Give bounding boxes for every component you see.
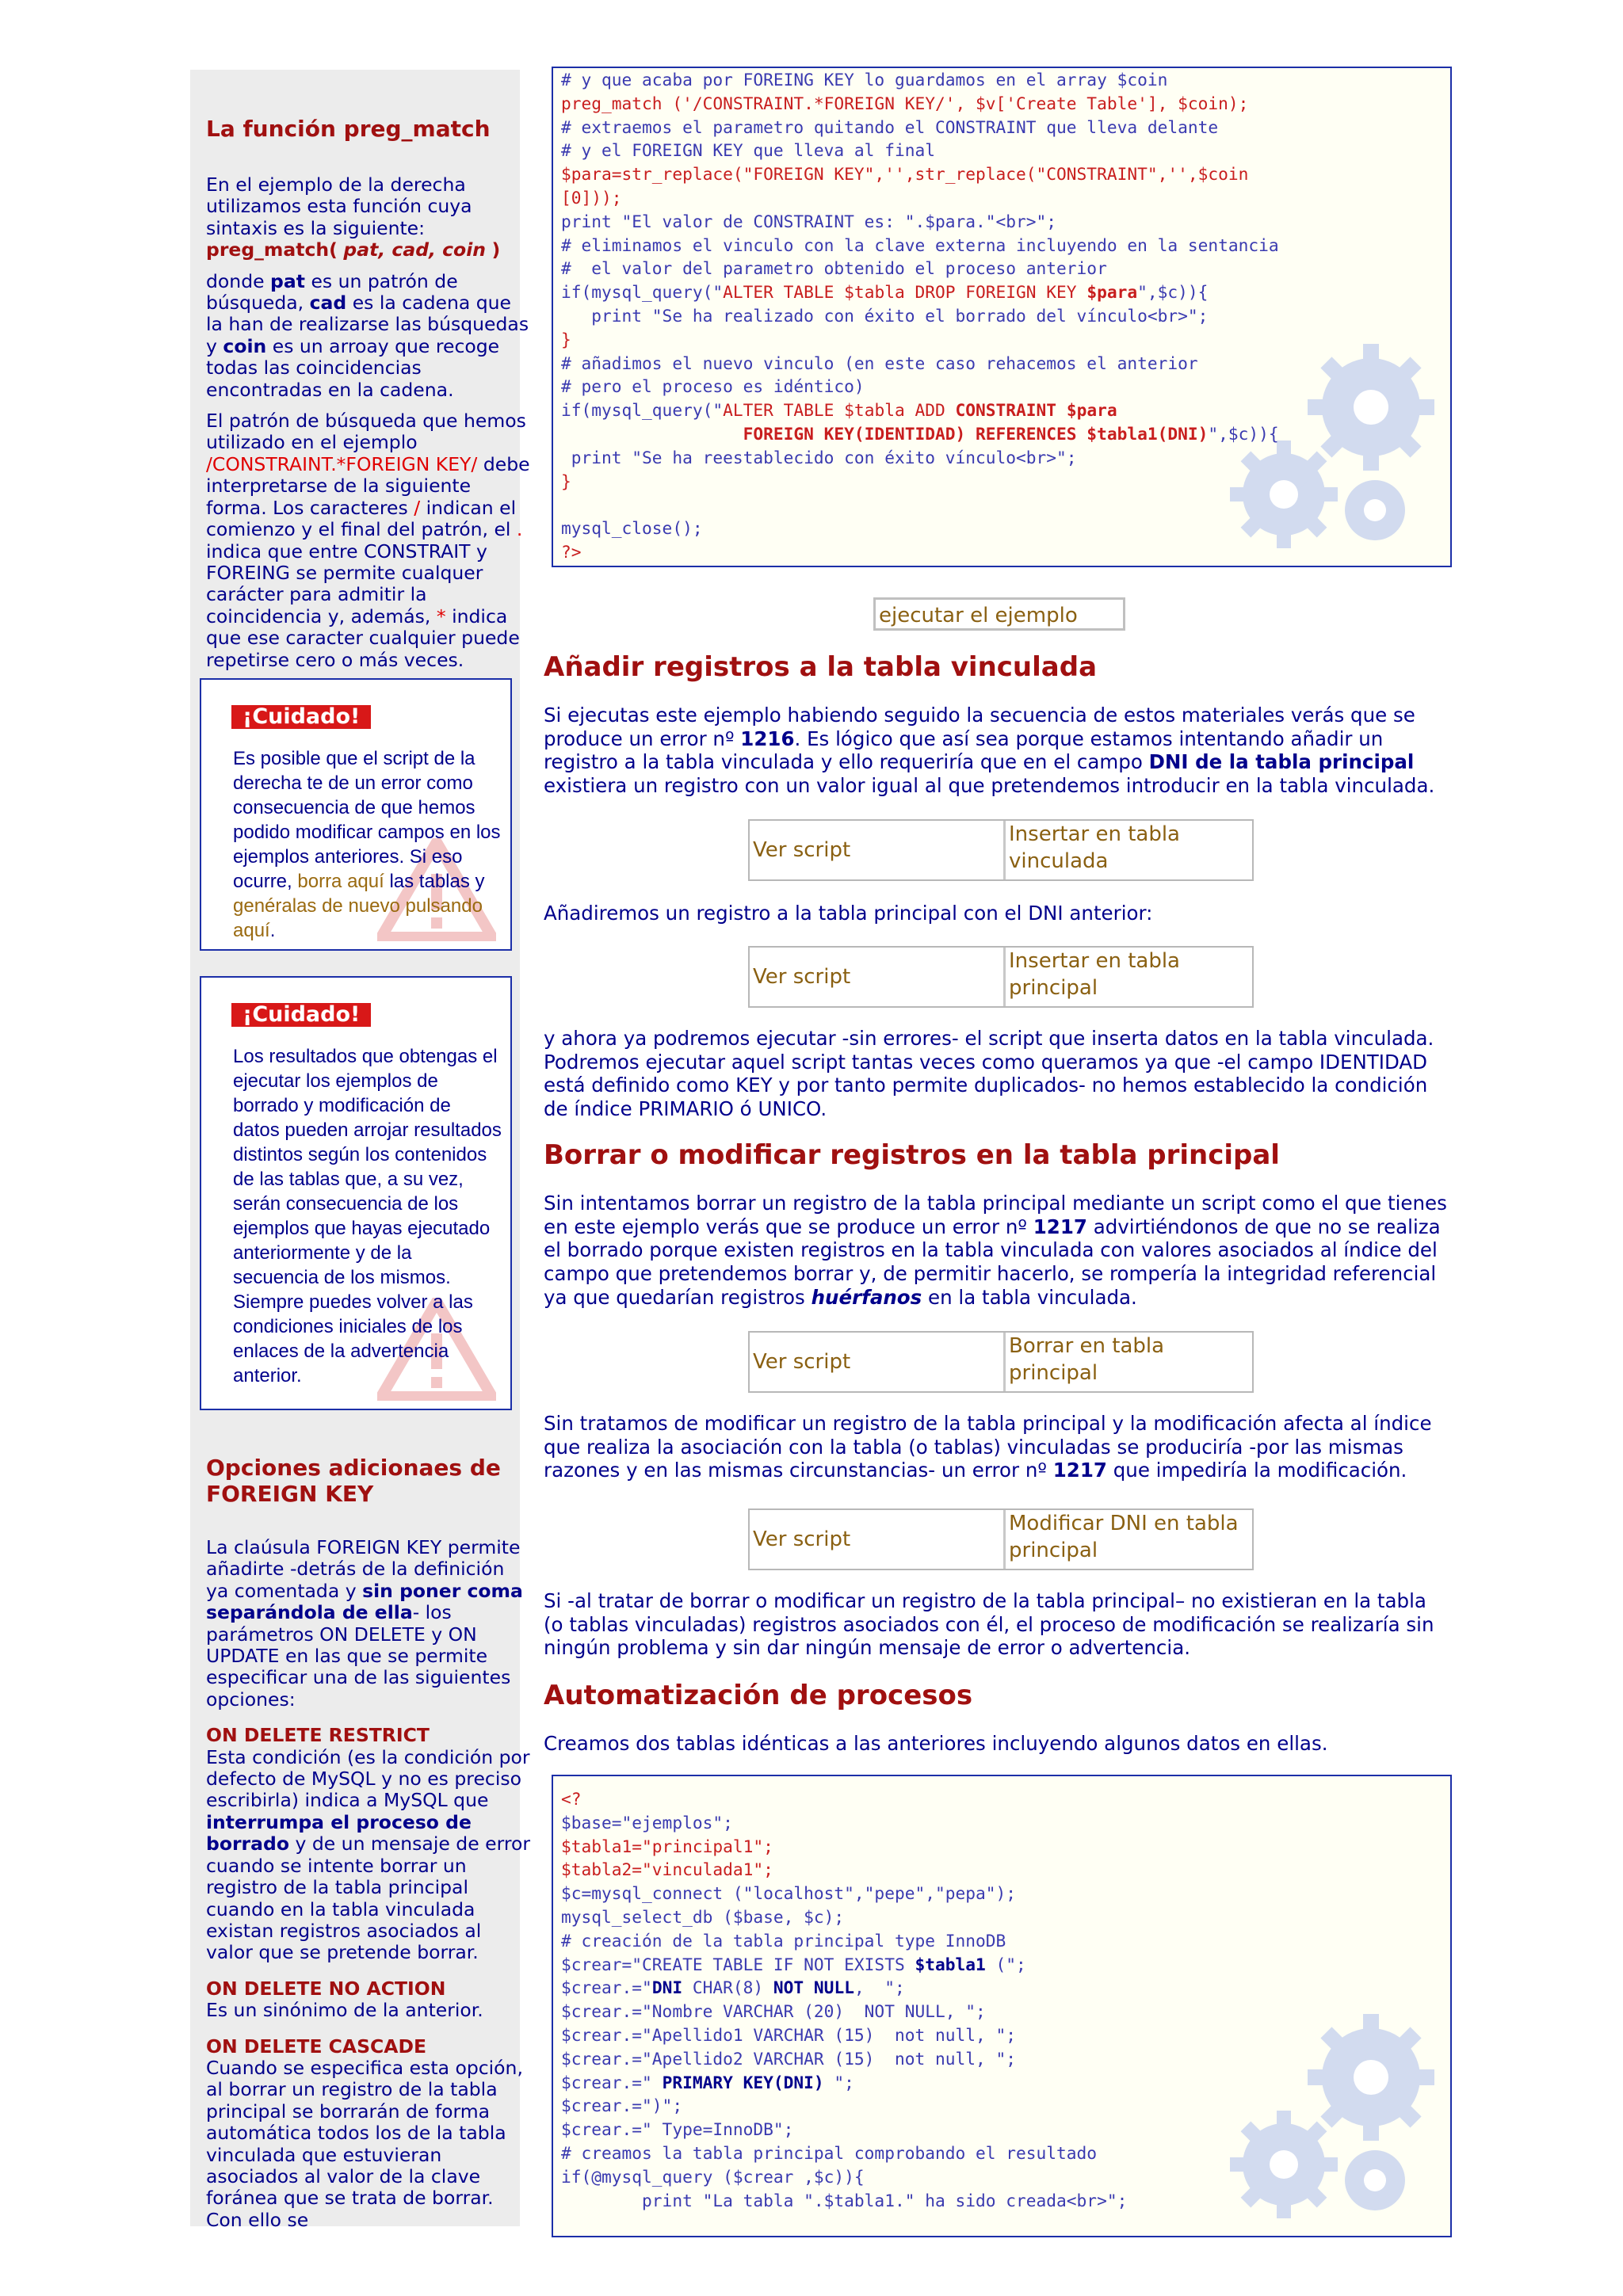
code-block-1 (552, 67, 1452, 567)
section-paragraph: Sin tratamos de modificar un registro de la tabla principal y la modificación afecta al índice que realiza la asociación con la tabla (o tablas) vinculadas se produciría -por las mismas razones y en las mismas circunstancias- un error nº 1217 que impediría la modificación. (544, 1412, 1432, 1482)
regenerate-tables-link[interactable]: genéralas de nuevo pulsando aquí (233, 895, 483, 941)
insert-linked-table-button[interactable]: Insertar en tabla vinculada (1009, 822, 1180, 873)
script-action-row (748, 946, 1254, 1008)
warning-box-1 (200, 678, 512, 951)
preg-match-heading: La función preg_match (206, 116, 491, 142)
warning-text: Es posible que el script de la derecha te de un error como consecuencia de que hemos podido modificar campos en los ejemplos anteriores. Si eso ocurre, borra aquí las tablas y genéralas de nuevo pulsando aquí. (233, 748, 501, 941)
section-paragraph: Creamos dos tablas idénticas a las anteriores incluyendo algunos datos en ellas. (544, 1732, 1328, 1755)
script-action-row (748, 1508, 1254, 1570)
section-paragraph: y ahora ya podremos ejecutar -sin errores- el script que inserta datos en la tabla vinculada. Podremos ejecutar aquel script tantas veces como queramos ya que -el campo IDENTIDAD está definido como KEY y por tanto permite duplicados- no hemos establecido la condición de índice PRIMARIO ó UNICO. (544, 1027, 1434, 1121)
delete-main-table-button[interactable]: Borrar en tabla principal (1009, 1334, 1165, 1385)
foreign-key-options-heading: Opciones adicionaes de FOREIGN KEY (206, 1455, 501, 1507)
script-action-row (748, 819, 1254, 881)
delete-tables-link[interactable]: borra aquí (297, 871, 384, 892)
warning-title: ¡Cuidado! (231, 1003, 371, 1027)
warning-text: Los resultados que obtengas el ejecutar los ejemplos de borrado y modificación de datos pueden arrojar resultados distintos según los contenidos de las tablas que, a su vez, serán consecuencia de los ejemplos que hayas ejecutado anteriormente y de la secuencia de los mismos. Siempre puedes volver a las condiciones iniciales de los enlaces de la advertencia anterior. (233, 1046, 502, 1386)
warning-title: ¡Cuidado! (231, 705, 371, 729)
view-script-button[interactable]: Ver script (750, 1333, 1006, 1391)
section-title-automation: Automatización de procesos (544, 1680, 973, 1711)
php-code: # y que acaba por FOREING KEY lo guardamos en el array $coin preg_match ('/CONSTRAINT.*FOREIGN KEY/', $v['Create Table'], $coin); # extraemos el parametro quitando el CONSTRAINT que lleva delante # y el FOREIGN KEY que lleva al final $para=str_replace("FOREIGN KEY",'',str_replace("CONSTRAINT",'',$coin [0])); print "El valor de CONSTRAINT es: ".$para."<br>"; # eliminamos el vinculo con la clave externa incluyendo en la sentancia # el valor del parametro obtenido el proceso anterior if(mysql_query("ALTER TABLE $tabla DROP FOREIGN KEY $para",$c)){ print "Se ha realizado con éxito el borrado del vínculo<br>"; } # añadimos el nuevo vinculo (en este caso rehacemos el anterior # pero el proceso es idéntico) if(mysql_query("ALTER TABLE $tabla ADD CONSTRAINT $para FOREIGN KEY(IDENTIDAD) REFERENCES $tabla1(DNI)",$c)){ print "Se ha reestablecido con éxito vínculo<br>"; } mysql_close(); ?> (561, 70, 1279, 562)
section-paragraph: Añadiremos un registro a la tabla principal con el DNI anterior: (544, 902, 1153, 925)
code-block-2 (552, 1775, 1452, 2237)
view-script-button[interactable]: Ver script (750, 1510, 1006, 1569)
section-paragraph: Si ejecutas este ejemplo habiendo seguido la secuencia de estos materiales verás que se produce un error nº 1216. Es lógico que así sea porque estamos intentando añadir un registro a la tabla vinculada y ello requeriría que en el campo DNI de la tabla principal existiera un registro con un valor igual al que pretendemos introducir en la tabla vinculada. (544, 704, 1435, 798)
view-script-button[interactable]: Ver script (750, 821, 1006, 879)
section-title-add-records: Añadir registros a la tabla vinculada (544, 651, 1098, 683)
warning-box-2 (200, 976, 512, 1410)
insert-main-table-button[interactable]: Insertar en tabla principal (1009, 949, 1180, 1000)
preg-match-explanation: En el ejemplo de la derecha utilizamos esta función cuya sintaxis es la siguiente: preg_match( pat, cad, coin ) donde pat es un patrón de búsqueda, cad es la cadena que la han de realizarse las búsquedas y coin es un arroay que recoge todas las coincidencias encontradas en la cadena. El patrón de búsqueda que hemos utilizado en el ejemplo /CONSTRAINT.*FOREIGN KEY/ debe interpretarse de la siguiente forma. Los caracteres / indican el comienzo y el final del patrón, el . indica que entre CONSTRAIT y FOREING se permite cualquer carácter para admitir la coincidencia y, además, * indica que ese caracter cualquier puede repetirse cero o más veces. (206, 174, 530, 671)
run-example-button[interactable]: ejecutar el ejemplo (873, 597, 1125, 631)
section-paragraph: Sin intentamos borrar un registro de la tabla principal mediante un script como el que tienes en este ejemplo verás que se produce un error nº 1217 advirtiéndonos de que no se realiza el borrado porque existen registros en la tabla vinculada con valores asociados al índice del campo que pretendemos borrar y, de permitir hacerlo, se rompería la integridad referencial ya que quedarían registros huérfanos en la tabla vinculada. (544, 1192, 1447, 1309)
view-script-button[interactable]: Ver script (750, 948, 1006, 1006)
script-action-row (748, 1331, 1254, 1393)
modify-dni-button[interactable]: Modificar DNI en tabla principal (1009, 1512, 1239, 1562)
php-code: <? $base="ejemplos"; $tabla1="principal1"; $tabla2="vinculada1"; $c=mysql_connect ("localhost","pepe","pepa"); mysql_select_db ($base, $c); # creación de la tabla principal type InnoDB $crear="CREATE TABLE IF NOT EXISTS $tabla1 ("; $crear.="DNI CHAR(8) NOT NULL, "; $crear.="Nombre VARCHAR (20) NOT NULL, "; $crear.="Apellido1 VARCHAR (15) not null, "; $crear.="Apellido2 VARCHAR (15) not null, "; $crear.=" PRIMARY KEY(DNI) "; $crear.=")"; $crear.=" Type=InnoDB"; # creamos la tabla principal comprobando el resultado if(@mysql_query ($crear ,$c)){ print "La tabla ".$tabla1." ha sido creada<br>"; (561, 1789, 1128, 2210)
section-title-delete-modify: Borrar o modificar registros en la tabla principal (544, 1139, 1280, 1171)
foreign-key-options-text: La claúsula FOREIGN KEY permite añadirte -detrás de la definición ya comentada y sin poner coma separándola de ella- los parámetros ON DELETE y ON UPDATE en las que se permite especificar una de las siguientes opciones: ON DELETE RESTRICT Esta condición (es la condición por defecto de MySQL y no es preciso escribirla) indica a MySQL que interrumpa el proceso de borrado y de un mensaje de error cuando se intente borrar un registro de la tabla principal cuando en la tabla vinculada existan registros asociados al valor que se pretende borrar. ON DELETE NO ACTION Es un sinónimo de la anterior. ON DELETE CASCADE Cuando se especifica esta opción, al borrar un registro de la tabla principal se borrarán de forma automática todos los de la tabla vinculada que estuvieran asociados al valor de la clave foránea que se trata de borrar. Con ello se (206, 1536, 531, 2231)
section-paragraph: Si -al tratar de borrar o modificar un registro de la tabla principal– no existieran en la tabla (o tablas vinculadas) registros asociados con él, el proceso de modificación se realizaría sin ningún problema y sin dar ningún mensaje de error o advertencia. (544, 1589, 1434, 1660)
